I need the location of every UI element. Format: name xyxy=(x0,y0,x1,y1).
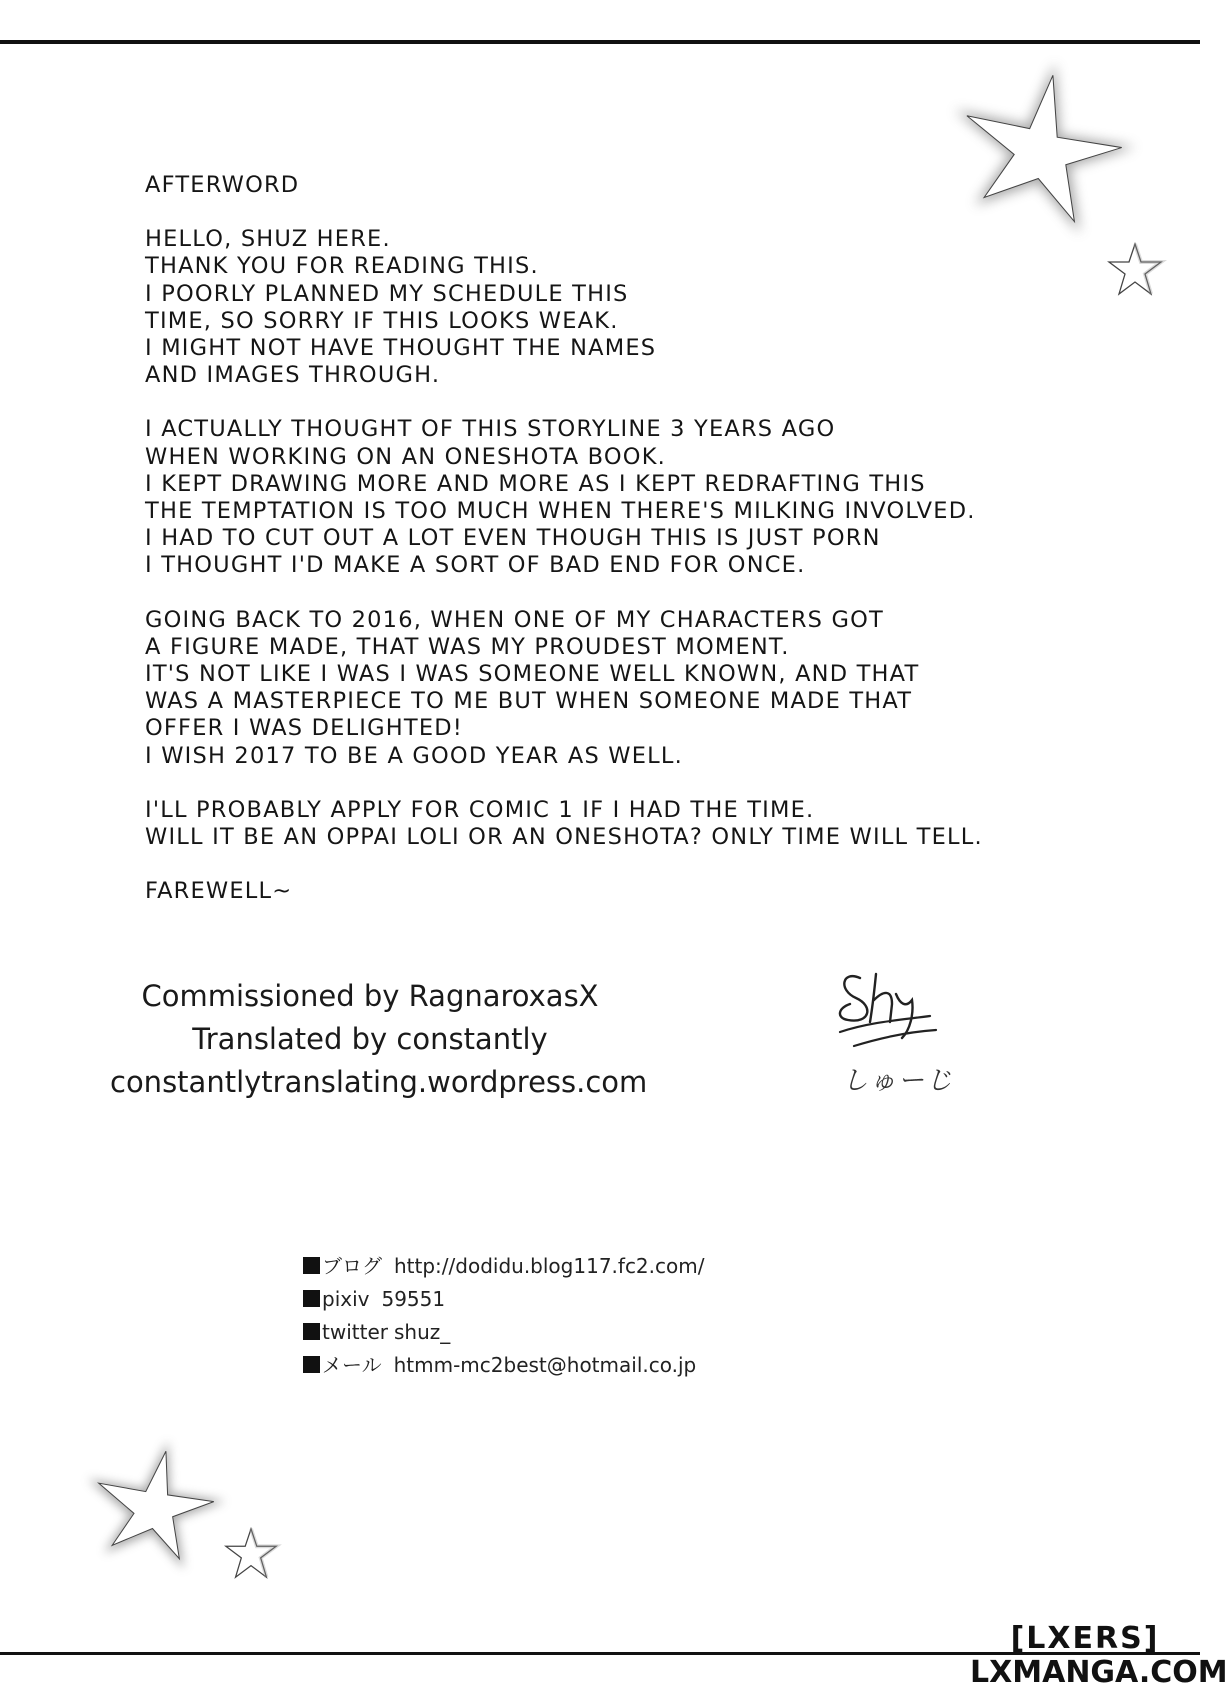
text-line: WILL IT BE AN OPPAI LOLI OR AN ONESHOTA? ONLY TIME WILL TELL. xyxy=(145,824,983,851)
signature-icon xyxy=(830,960,960,1065)
link-row-pixiv xyxy=(303,1283,704,1316)
farewell-text: FAREWELL~ xyxy=(145,878,293,905)
commissioned-credit: Commissioned by RagnaroxasX xyxy=(141,979,599,1013)
bullet-square-icon xyxy=(303,1323,320,1340)
text-line: THE TEMPTATION IS TOO MUCH WHEN THERE'S MILKING INVOLVED. xyxy=(145,498,976,525)
signature-kana: しゅーじ xyxy=(842,1066,955,1096)
small-star-icon xyxy=(1105,240,1165,300)
link-row-mail xyxy=(303,1349,704,1382)
text-line: WAS A MASTERPIECE TO ME BUT WHEN SOMEONE MADE THAT xyxy=(145,688,913,715)
text-line: I HAD TO CUT OUT A LOT EVEN THOUGH THIS IS JUST PORN xyxy=(145,525,881,552)
text-line: HELLO, SHUZ HERE. xyxy=(145,226,391,253)
link-value[interactable]: http://dodidu.blog117.fc2.com/ xyxy=(394,1254,705,1278)
text-line: I WISH 2017 TO BE A GOOD YEAR AS WELL. xyxy=(145,742,683,769)
text-line: I ACTUALLY THOUGHT OF THIS STORYLINE 3 YEARS AGO xyxy=(145,416,836,443)
bullet-square-icon xyxy=(303,1290,320,1307)
watermark-line-2: LXMANGA.COM xyxy=(970,1655,1228,1690)
text-line: I'LL PROBABLY APPLY FOR COMIC 1 IF I HAD THE TIME. xyxy=(145,796,815,823)
text-line: TIME, SO SORRY IF THIS LOOKS WEAK. xyxy=(145,307,619,334)
text-line: THANK YOU FOR READING THIS. xyxy=(145,253,539,280)
link-value[interactable]: htmm-mc2best@hotmail.co.jp xyxy=(393,1353,697,1377)
text-line: GOING BACK TO 2016, WHEN ONE OF MY CHARACTERS GOT xyxy=(145,606,884,633)
link-value: shuz_ xyxy=(393,1320,451,1344)
paragraph-3 xyxy=(145,607,1065,770)
link-label: twitter xyxy=(322,1320,388,1344)
text-line: I THOUGHT I'D MAKE A SORT OF BAD END FOR ONCE. xyxy=(145,552,806,579)
link-value: 59551 xyxy=(381,1287,446,1311)
paragraph-1 xyxy=(145,226,1065,389)
watermark xyxy=(970,1621,1228,1690)
link-row-twitter xyxy=(303,1316,704,1349)
text-line: I KEPT DRAWING MORE AND MORE AS I KEPT REDRAFTING THIS xyxy=(145,470,926,497)
afterword-title: AFTERWORD xyxy=(145,172,300,198)
text-line: I POORLY PLANNED MY SCHEDULE THIS xyxy=(145,280,629,307)
translation-credits xyxy=(110,975,648,1104)
translated-credit: Translated by constantly xyxy=(192,1022,548,1056)
link-label: メール xyxy=(322,1353,382,1377)
watermark-line-1: [LXERS] xyxy=(1010,1621,1160,1656)
link-label: pixiv xyxy=(322,1287,370,1311)
bullet-square-icon xyxy=(303,1257,320,1274)
link-label: ブログ xyxy=(322,1254,382,1278)
text-line: IT'S NOT LIKE I WAS I WAS SOMEONE WELL KNOWN, AND THAT xyxy=(145,661,920,688)
text-line: OFFER I WAS DELIGHTED! xyxy=(145,715,463,742)
contact-links xyxy=(303,1250,704,1382)
afterword-text xyxy=(145,172,1065,905)
translator-site: constantlytranslating.wordpress.com xyxy=(110,1065,648,1099)
bullet-square-icon xyxy=(303,1356,320,1373)
text-line: AND IMAGES THROUGH. xyxy=(145,362,441,389)
link-row-blog xyxy=(303,1250,704,1283)
text-line: I MIGHT NOT HAVE THOUGHT THE NAMES xyxy=(145,335,657,362)
paragraph-4 xyxy=(145,797,1065,851)
bottom-left-star-icon xyxy=(80,1435,230,1575)
bottom-small-star-icon xyxy=(222,1525,280,1583)
paragraph-2 xyxy=(145,416,1065,579)
text-line: A FIGURE MADE, THAT WAS MY PROUDEST MOMENT. xyxy=(145,633,790,660)
text-line: WHEN WORKING ON AN ONESHOTA BOOK. xyxy=(145,443,667,470)
top-border xyxy=(0,40,1200,44)
